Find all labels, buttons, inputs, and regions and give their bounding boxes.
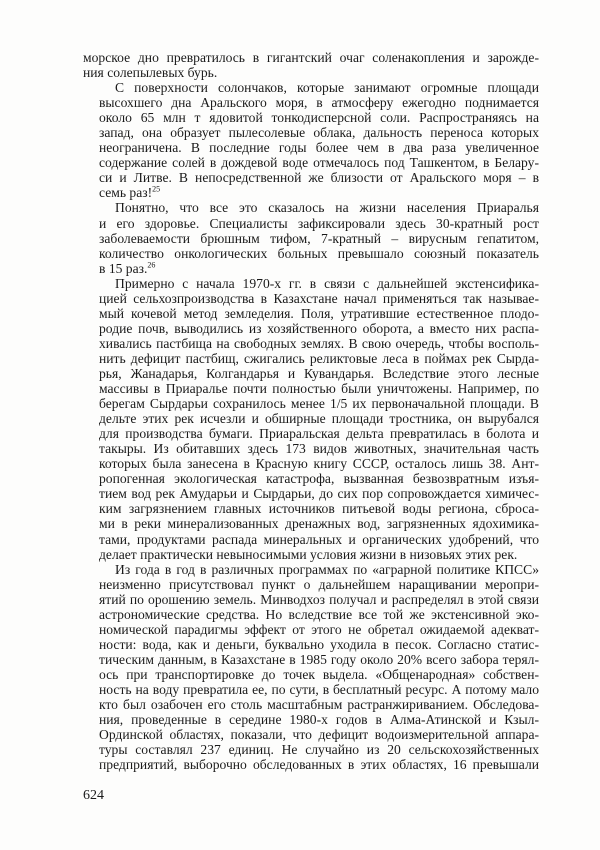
text-line: Понятно, что все это сказалось на жизни населения Приаралья	[115, 200, 539, 216]
text-line: содержание солей в дождевой воде отмечалось под Ташкентом, в Белару-	[99, 155, 539, 171]
text-line: хивались пастбища на свободных землях. В свою очередь, чтобы восполь-	[99, 335, 539, 351]
text-line: ности: вода, как и деньги, буквально уходила в песок. Согласно статис-	[99, 636, 539, 652]
text-line: астрономические средства. Но вследствие все той же экстенсивной эко-	[99, 606, 539, 622]
text-line: ность на воду превратила ее, по сути, в бесплатный ресурс. А потому мало	[99, 681, 539, 697]
text-line: высохшего дна Аральского моря, в атмосферу ежегодно поднимается	[99, 95, 539, 111]
text-line: которых была занесена в Красную книгу СССР, осталось лишь 38. Ант-	[99, 456, 539, 472]
text-line: тическим данным, в Казахстане в 1985 году около 20% всего забора терял-	[99, 651, 539, 667]
paragraph	[83, 50, 539, 80]
text-line: мый кочевой метод земледелия. Поля, утратившие естественное плодо-	[99, 305, 539, 321]
text-line: берегам Сырдарьи сохранилось менее 1/5 их первоначальной площади. В	[99, 396, 539, 412]
text-line: ким загрязнением главных источников питьевой воды региона, сброса-	[99, 501, 539, 517]
paragraph	[83, 80, 539, 200]
text-line: количество онкологических больных превышало союзный показатель	[99, 245, 539, 261]
text-line: ось при транспортировке до точек выдела. «Общенародная» собствен-	[99, 666, 539, 682]
text-line: цией сельхозпроизводства в Казахстане начал применяться так называе-	[99, 290, 539, 306]
text-line: дельте этих рек исчезли и обширные площади тростника, он вырубался	[99, 411, 539, 427]
text-line: ропогенная экологическая катастрофа, вызванная безвозвратным изъя-	[99, 471, 539, 487]
text-line: морское дно превратилось в гигантский очаг соленакопления и зарожде-	[83, 50, 539, 65]
text-line: ятий по орошению земель. Минводхоз получал и распределял в этой связи	[99, 591, 539, 607]
text-line: Из года в год в различных программах по «аграрной политике КПСС»	[115, 561, 539, 577]
paragraph	[83, 200, 539, 275]
text-line: такыры. Из обитавших здесь 173 видов животных, значительная часть	[99, 441, 539, 457]
text-line: си и Литве. В непосредственной же близости от Аральского моря – в	[99, 170, 539, 186]
text-line: Ординской областях, показали, что дефицит водоизмерительной аппара-	[99, 727, 539, 743]
text-line: неизменно присутствовал пункт о дальнейшем наращивании меропри-	[99, 576, 539, 592]
text-line: семь раз!$^{25}$	[99, 185, 161, 201]
text-line: ния, проведенные в середине 1980-х годов в Алма-Атинской и Кзыл-	[99, 712, 539, 728]
body-text	[83, 50, 539, 772]
text-line: заболеваемости брюшным тифом, 7-кратный – вирусным гепатитом,	[99, 230, 539, 246]
text-line: С поверхности солончаков, которые занимают огромные площади	[115, 80, 539, 96]
text-line: тием вод рек Амударьи и Сырдарьи, до сих пор сопровождается химичес-	[99, 486, 539, 502]
text-line: делает практически невыносимыми условия жизни в низовьях этих рек.	[99, 546, 518, 562]
footnote-ref: 25	[152, 185, 161, 194]
text-line: тами, продуктами распада минеральных и органических удобрений, что	[99, 531, 539, 547]
text-line: неограничена. В последние годы более чем в два раза увеличенное	[99, 140, 539, 156]
text-line: ния солепылевых бурь.	[83, 65, 218, 81]
text-line: массивы в Приаралье почти полностью были уничтожены. Например, по	[99, 381, 539, 397]
text-line: рья, Жанадарья, Колгандарья и Кувандарья. Вследствие этого лесные	[99, 365, 539, 381]
text-line: предприятий, выборочно обследованных в этих областях, 16 превышали	[99, 757, 539, 773]
paragraph	[83, 276, 539, 562]
text-line: для производства бумаги. Приаральская дельта превратилась в болота и	[99, 426, 539, 442]
footnote-ref: 26	[147, 260, 156, 270]
text-line: около 65 млн т ядовитой тонкодисперсной соли. Распространяясь на	[99, 110, 539, 126]
text-line: нить дефицит пастбищ, сжигались реликтовые леса в поймах рек Сырда-	[99, 350, 539, 366]
text-line: Примерно с начала 1970-х гг. в связи с дальнейшей экстенсифика-	[115, 275, 539, 291]
text-line: туры составлял 237 единиц. Не случайно из 20 сельскохозяйственных	[99, 742, 539, 758]
text-line: в 15 раз.$^{26}$	[99, 260, 156, 276]
text-line: кто был озабочен его столь масштабным растранжириванием. Обследова-	[99, 697, 539, 713]
text-line: запад, она образует пылесолевые облака, дальность переноса которых	[99, 125, 539, 141]
text-line: родие почв, выводились из хозяйственного оборота, а вместо них распа-	[99, 320, 539, 336]
text-line: и его здоровье. Специалисты зафиксировали здесь 30-кратный рост	[99, 215, 539, 231]
paragraph	[83, 562, 539, 773]
text-line: номической парадигмы эффект от этого не обретал ожидаемой адекват-	[99, 621, 539, 637]
page-number: 624	[83, 788, 104, 803]
text-line: ми в реки минерализованных дренажных вод, загрязненных ядохимика-	[99, 516, 539, 532]
